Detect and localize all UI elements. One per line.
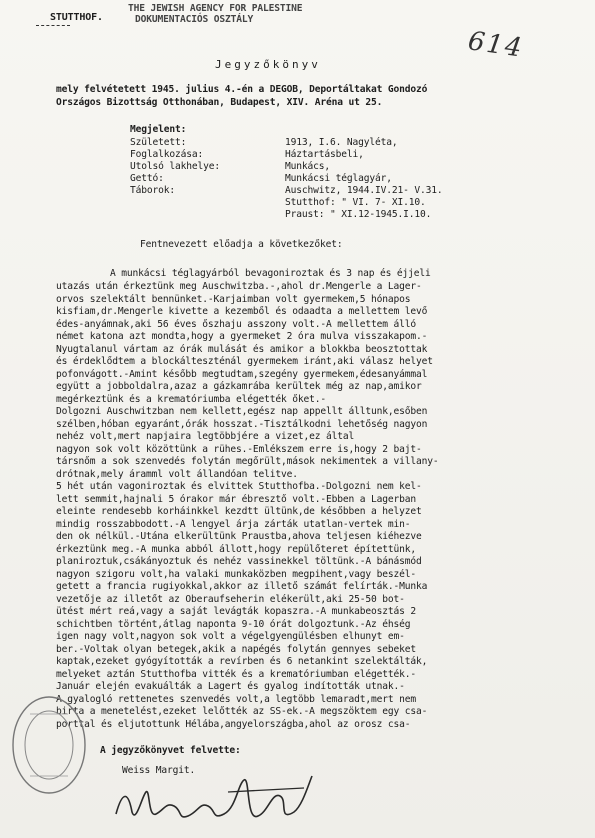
field-label-getto: Gettó:: [130, 173, 164, 184]
body-line: porttal és eljutottunk Hélába,angyelországba,ahol az orosz csa-: [56, 719, 411, 730]
body-line: eleinte rendesebb korháinkkel kezdtt ültünk,de későbben a helyzet: [56, 506, 422, 517]
intro-line-1: mely felvétetett 1945. julius 4.-én a DEGOB, Deportáltakat Gondozó: [56, 84, 428, 95]
body-line: megérkeztünk és a krematóriumba elégették őket.-: [56, 394, 327, 405]
body-line: orvos szelektált bennünket.-Karjaimban volt gyermekem,5 hónapos: [56, 294, 411, 305]
body-line: birta a menetelést,ezeket lelőtték az SS-ek.-A megszöktem egy csa-: [56, 706, 428, 717]
body-line: Dolgozni Auschwitzban nem kellett,egész nap appellt álltunk,esőben: [56, 406, 428, 417]
body-line: édes-anyámnak,aki 56 éves őszhaju asszony volt.-A mellettem álló: [56, 319, 417, 330]
field-value-taborok-3: Praust: " XI.12-1945.I.10.: [285, 209, 432, 220]
body-line: igen nagy volt,nagyon sok volt a végelgyengülésben elhunyt em-: [56, 631, 405, 642]
field-label-foglalkozasa: Foglalkozása:: [130, 149, 204, 160]
field-label-taborok: Táborok:: [130, 185, 176, 196]
field-value-foglalkozasa: Háztartásbeli,: [285, 149, 364, 160]
closing-line: A jegyzőkönyvet felvette:: [100, 745, 241, 756]
body-line: lett semmit,hajnali 5 órakor már ébresztő volt.-Ebben a Lagerban: [56, 494, 417, 505]
document-title: Jegyzőkönyv: [215, 58, 321, 71]
body-line: A gyalogló rettenetes szenvedés volt,a legtöbb lemaradt,mert nem: [56, 694, 417, 705]
field-value-szuletett: 1913, I.6. Nagyléta,: [285, 137, 398, 148]
signatory-name: Weiss Margit.: [122, 765, 196, 776]
agency-stamp-line2: DOKUMENTACIÓS OSZTÁLY: [135, 14, 254, 25]
body-line: kaptak,ezeket gyógyították a revírben és 6 netankint szelektálták,: [56, 656, 428, 667]
body-line: vezetője az illetőt az Oberaufseherin elékerült,aki 25-50 bot-: [56, 594, 405, 605]
body-line: pofonvágott.-Amint később megtudtam,szegény gyermekem,édesanyámmal: [56, 369, 428, 380]
body-line: mindig rosszabbodott.-A lengyel árja zárták utatlan-vertek min-: [56, 519, 411, 530]
body-line: szélben,hóban egyaránt,órák hosszat.-Tisztálkodni lehetőség nagyon: [56, 419, 428, 430]
body-line: A munkácsi téglagyárból bevagoniroztak és 3 nap és éjjeli: [110, 268, 431, 279]
body-line: kisfiam,dr.Mengerle kivette a kezemből és odaadta a mellettem levő: [56, 306, 428, 317]
archive-seal-stamp: [8, 690, 90, 800]
body-line: drótnak,mely áramml volt állandóan telitve.: [56, 469, 298, 480]
header-stamp: STUTTHOF.: [50, 12, 103, 23]
body-line: érkeztünk meg.-A munka abból állott,hogy repülőteret építettünk,: [56, 544, 417, 555]
body-line: ütést mért reá,vagy a saját levágták kopaszra.-A munkabeosztás 2: [56, 606, 417, 617]
body-line: ber.-Voltak olyan betegek,akik a napégés folytán gennyes sebeket: [56, 644, 417, 655]
body-line: den ok nélkül.-Utána elkerültünk Praustba,ahova teljesen kiéhezve: [56, 531, 422, 542]
body-line: Január elején evakuálták a Lagert és gyalog indították utnak.-: [56, 681, 405, 692]
field-label-szuletett: Született:: [130, 137, 187, 148]
field-value-utolso-lakhelye: Munkács,: [285, 161, 331, 172]
body-line: nagyon szigoru volt,ha valaki munkaközben megpihent,vagy beszél-: [56, 569, 417, 580]
body-line: planiroztuk,csákányoztuk és nehéz vassinekkel töltünk.-A bánásmód: [56, 556, 422, 567]
body-line: utazás után érkeztünk meg Auschwitzba.-,ahol dr.Mengerle a Lager-: [56, 281, 422, 292]
body-line: társnőm a sok szenvedés folytán megőrült,mások nekimentek a villany-: [56, 456, 439, 467]
intro-line-2: Országos Bizottság Otthonában, Budapest, XIV. Aréna ut 25.: [56, 97, 383, 108]
body-line: nehéz volt,mert napjaira legtöbbjére a vizet,ez által: [56, 431, 355, 442]
handwritten-page-number: 614: [466, 26, 526, 64]
body-line: és érdeklődtem a blockálteszténál gyermekem iránt,aki válasz helyet: [56, 356, 433, 367]
body-line: 5 hét után vagoniroztak és elvittek Stutthofba.-Dolgozni nem kel-: [56, 481, 422, 492]
field-label-utolso-lakhelye: Utolsó lakhelye:: [130, 161, 221, 172]
field-value-taborok-1: Auschwitz, 1944.IV.21- V.31.: [285, 185, 443, 196]
body-line: együtt a jobboldalra,azaz a gázkamrába kerültek még az nap,amikor: [56, 381, 422, 392]
agency-stamp-line1: THE JEWISH AGENCY FOR PALESTINE: [128, 3, 303, 14]
body-line: Nyugtalanul vártam az órák mulását és amikor a blokkba beosztottak: [56, 344, 428, 355]
body-line: getett a francia rugiyokkal,akkor az illető számát felírták.-Munka: [56, 581, 428, 592]
handwritten-signature: [108, 762, 318, 832]
field-label-megjelent: Megjelent:: [130, 124, 187, 135]
field-value-taborok-2: Stutthof: " VI. 7- XI.10.: [285, 197, 426, 208]
field-value-getto: Munkácsi téglagyár,: [285, 173, 392, 184]
body-line: nagyon sok volt közöttünk a rühes.-Emlékszem erre is,hogy 2 bajt-: [56, 444, 422, 455]
body-line: német katona azt mondta,hogy a gyermeket 2 óra mulva visszakapom.-: [56, 331, 428, 342]
body-line: melyeket aztán Stutthofba vitték és a krematóriumban elégették.-: [56, 669, 417, 680]
header-rule: [36, 25, 70, 26]
body-line: schichtben történt,átlag naponta 9-10 órát dolgoztunk.-Az éhség: [56, 619, 411, 630]
statement-intro: Fentnevezett előadja a következőket:: [140, 239, 343, 250]
